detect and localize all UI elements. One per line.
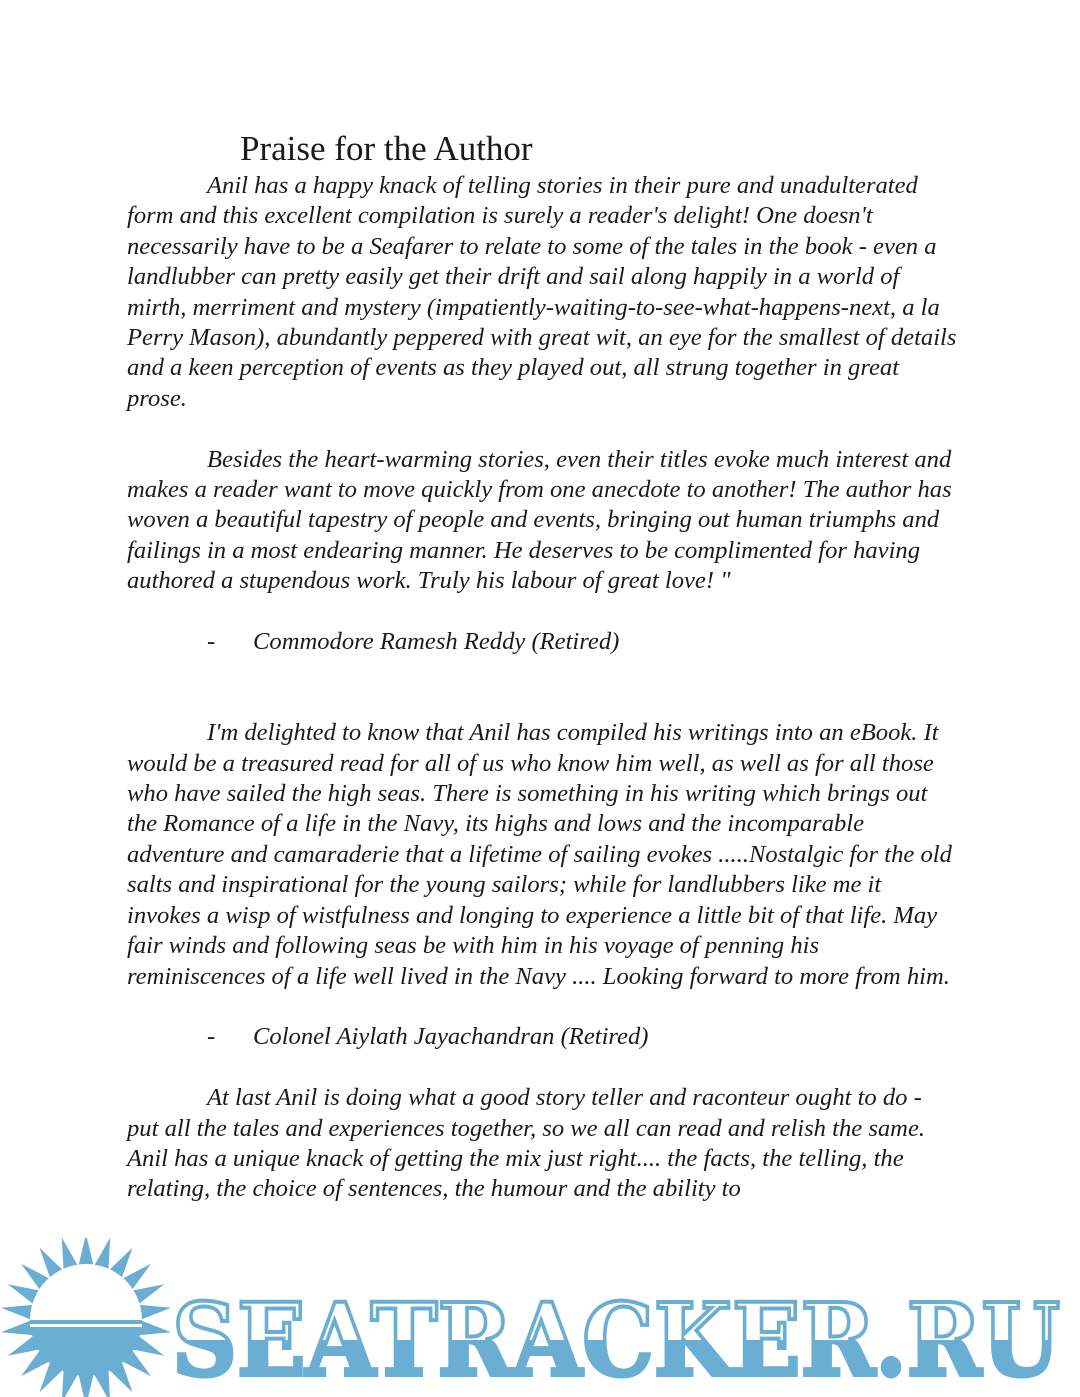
testimonial-1-author: Commodore Ramesh Reddy (Retired) <box>253 628 620 656</box>
testimonial-1-paragraph-1: Anil has a happy knack of telling stories in their pure and unadulterated form and this excellent compilation is surely a reader's delight! One doesn't necessarily have to be a Seafarer to relate to some of the tales in the book - even a landlubber can pretty easily get their drift and sail along happily in a world of mirth, merriment and mystery (impatiently-waiting-to-see-what-happens-next, a la Perry Mason), abundantly peppered with great wit, an eye for the smallest of details and a keen perception of events as they played out, all strung together in great prose. <box>127 172 957 412</box>
testimonial-3-paragraph-1: At last Anil is doing what a good story teller and raconteur ought to do - put all the tales and experiences together, so we all can read and relish the same. Anil has a unique knack of getting the mix just right.... the facts, the telling, the relating, the choice of sentences, the humour and the ability to <box>127 1084 926 1203</box>
watermark <box>0 1238 1080 1397</box>
testimonial-2-attribution <box>127 1022 957 1052</box>
sun-icon <box>1 1238 171 1397</box>
attribution-dash: - <box>207 1023 216 1051</box>
testimonial-1-attribution <box>127 627 957 657</box>
attribution-dash: - <box>207 628 216 656</box>
testimonial-2-paragraph-1: I'm delighted to know that Anil has compiled his writings into an eBook. It would be a treasured read for all of us who know him well, as well as for all those who have sailed the high seas. There is something in his writing which brings out the Romance of a life in the Navy, its highs and lows and the incomparable adventure and camaraderie that a lifetime of sailing evokes .....Nostalgic for the old salts and inspirational for the young sailors; while for landlubbers like me it invokes a wisp of wistfulness and longing to experience a little bit of that life. May fair winds and following seas be with him in his voyage of penning his reminiscences of a life well lived in the Navy .... Looking forward to more from him. <box>127 719 952 990</box>
watermark-text: SEATRACKER.RU <box>172 1281 1060 1397</box>
testimonials <box>127 171 957 1205</box>
testimonial-1-paragraph-2: Besides the heart-warming stories, even their titles evoke much interest and makes a reader want to move quickly from one anecdote to another! The author has woven a beautiful tapestry of people and events, bringing out human triumphs and failings in a most endearing manner. He deserves to be complimented for having authored a stupendous work. Truly his labour of great love! " <box>127 445 952 595</box>
page-title: Praise for the Author <box>240 129 533 168</box>
testimonial-2-author: Colonel Aiylath Jayachandran (Retired) <box>253 1023 649 1051</box>
